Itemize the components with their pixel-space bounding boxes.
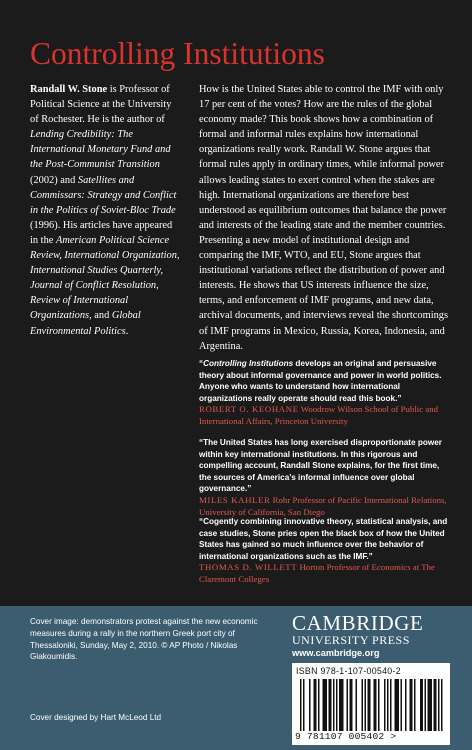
isbn-text: ISBN 978-1-107-00540-2 xyxy=(296,666,401,676)
quote-body: develops an original and persuasive theory about informal governance and power in world politics. Anyone who wants to understand how international organizations really operate should read this book.” xyxy=(199,359,442,403)
bio-text: and xyxy=(91,310,112,322)
quote-text: “Cogently combining innovative theory, statistical analysis, and case studies, Stone pries open the black box of how the United States has gained so much influence over the behavior of international organizations such as the IMF.” xyxy=(199,517,448,561)
quote-text: “The United States has long exercised disproportionate power within key international institutions. In this rigorous and compelling account, Randall Stone explains, for the first time, the sources of America’s informal influence over global governance.” xyxy=(199,438,442,494)
quote-text xyxy=(199,358,451,404)
author-name: Randall W. Stone xyxy=(30,84,108,95)
book-title: Controlling Institutions xyxy=(30,36,325,71)
quote-affiliation: Rohr Professor of Pacific International Relations, University of California, San Diego xyxy=(199,494,447,517)
quote-affiliation: Horton Professor of Economics at The Claremont Colleges xyxy=(199,562,435,584)
bio-book-title: Satellites and Commissars: Strategy and Conflict in the Politics of Soviet-Bloc Trade xyxy=(30,174,177,216)
bio-journal: Global Environmental Politics xyxy=(30,310,141,337)
bio-text: (1996). His articles have appeared in the xyxy=(30,219,173,246)
quote-book-title: Controlling Institutions xyxy=(203,359,294,368)
book-description: How is the United States able to control the IMF with only 17 per cent of the votes? How are the rules of the global economy made? This book shows how a combination of formal and informal rules explains how international organizations really work. Randall W. Stone argues that formal rules apply in ordinary times, while informal power allows leading states to exert control when the stakes are high. International organizations are therefore best understood as equilibrium outcomes that balance the power and interests of the leading state and the member countries. Presenting a new model of institutional design and comparing the IMF, WTO, and EU, Stone argues that institutional variations reflect the distribution of power and interests. He shows that US interests influence the size, terms, and enforcement of IMF programs, and new data, archival documents, and interviews reveal the shortcomings of IMF programs in Mexico, Russia, Korea, Indonesia, and Argentina. xyxy=(199,84,449,352)
quote-author: THOMAS D. WILLETT xyxy=(199,562,298,573)
quote-author: ROBERT O. KEOHANE xyxy=(199,404,299,415)
publisher-url: www.cambridge.org xyxy=(292,648,380,658)
quote-attribution xyxy=(199,562,451,585)
bio-book-title: Lending Credibility: The International Monetary Fund and the Post-Communist Transition xyxy=(30,129,171,171)
bio-journals: American Political Science Review, International Organization, International Studies Quarterly, Journal of Conflict Resolution, Review of International Organizations, xyxy=(30,234,180,322)
endorsement-quote xyxy=(199,516,451,586)
cover-image-credit: Cover image: demonstrators protest against the new economic measures during a rally in the northern Greek port city of Thessaloniki, Sunday, May 2, 2010. © AP Photo / Nikolas Giakoumidis. xyxy=(30,617,258,662)
publisher-logo xyxy=(292,613,452,660)
endorsement-quote xyxy=(199,437,451,518)
quote-affiliation: Woodrow Wilson School of Public and International Affairs, Princeton University xyxy=(199,404,439,426)
barcode-icon xyxy=(298,679,444,731)
quote-attribution xyxy=(199,495,451,518)
cover-designer-credit: Cover designed by Hart McLeod Ltd xyxy=(30,713,162,722)
quote-author: MILES KAHLER xyxy=(199,494,271,505)
publisher-subname: UNIVERSITY PRESS xyxy=(292,633,410,647)
quote-attribution xyxy=(199,404,451,427)
bio-text: (2002) and xyxy=(30,174,78,186)
bio-text: . xyxy=(125,325,129,337)
bio-text: is Professor of Political Science at the University of Rochester. He is the author of xyxy=(30,84,172,126)
barcode-digits: 9 781107 005402 > xyxy=(295,731,397,742)
author-bio xyxy=(30,82,182,339)
barcode-panel xyxy=(292,663,450,745)
endorsement-quote xyxy=(199,358,451,428)
quote-open-mark: “ xyxy=(199,359,204,368)
publisher-name: CAMBRIDGE xyxy=(292,611,424,635)
